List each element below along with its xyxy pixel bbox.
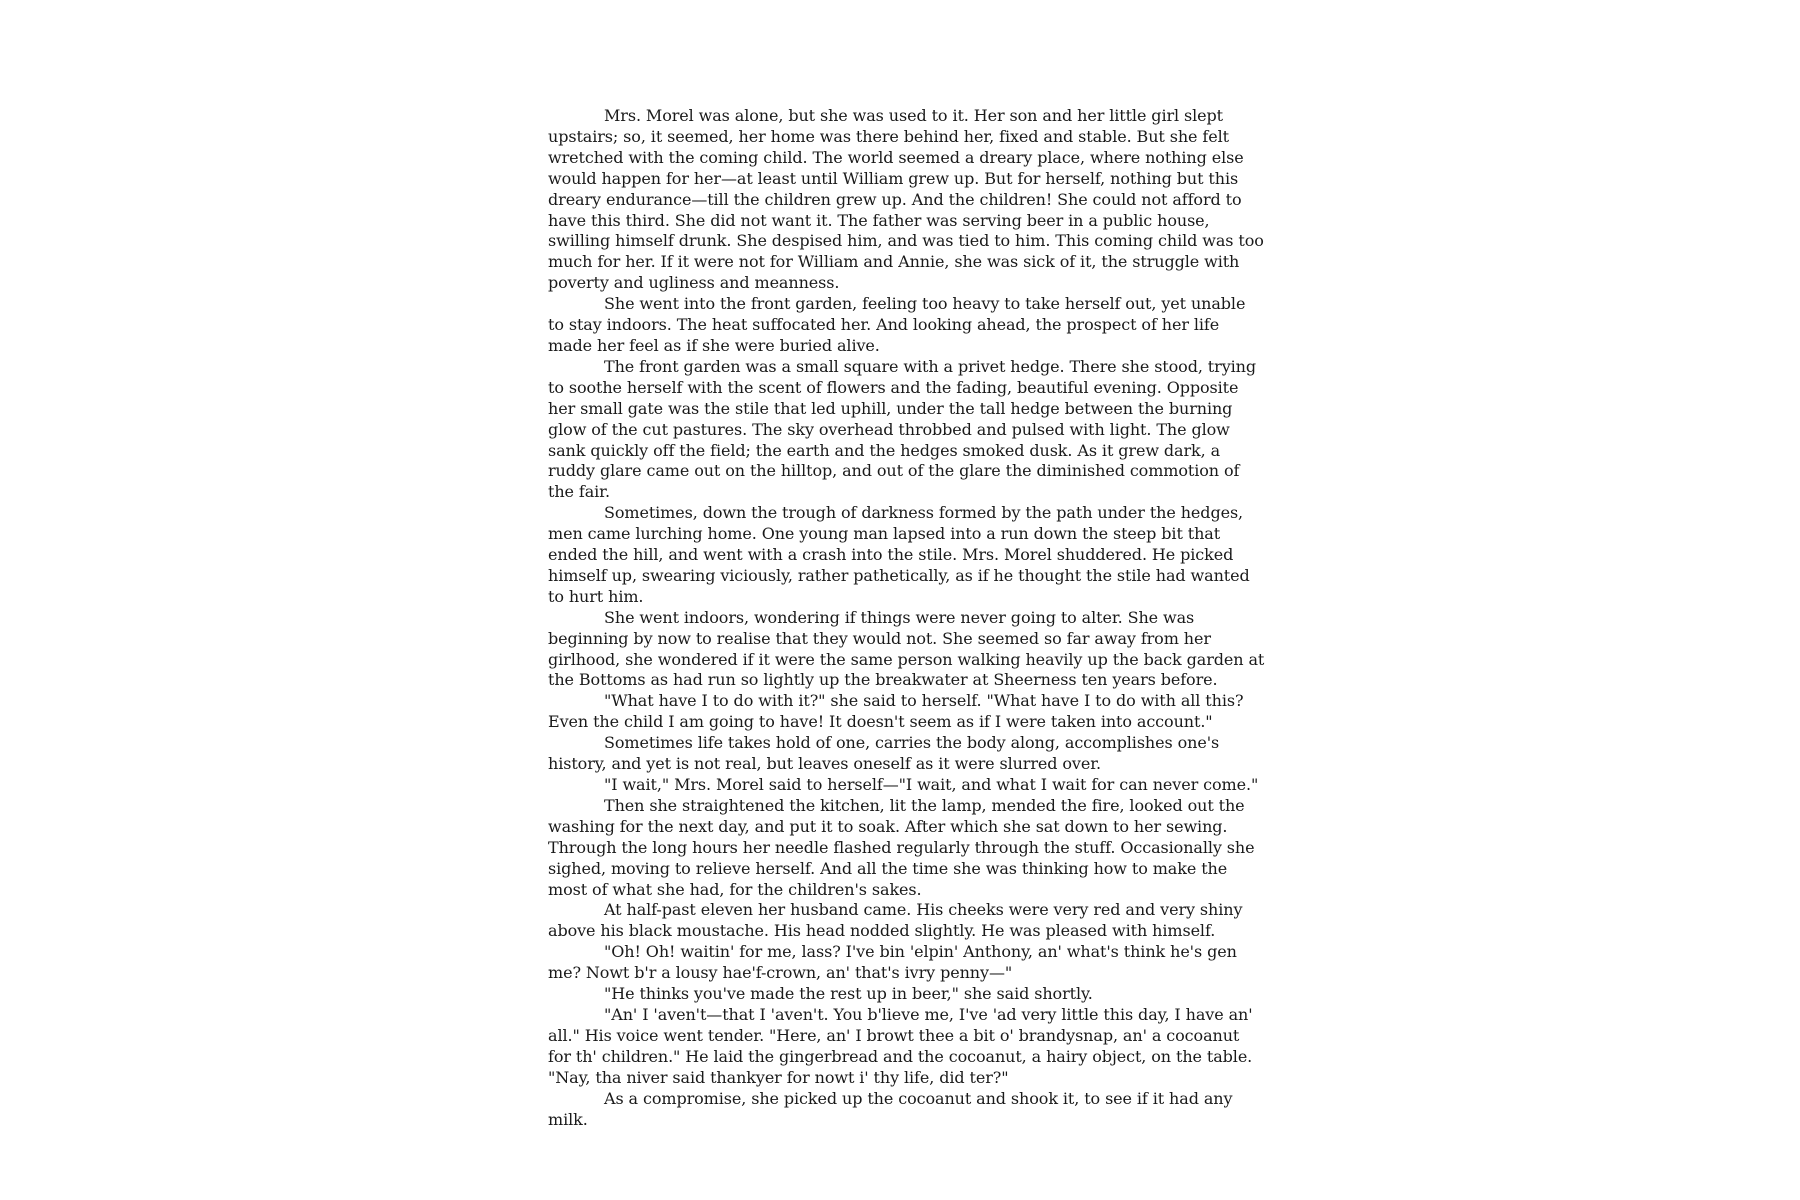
paragraph: Sometimes life takes hold of one, carries the body along, accomplishes one's history, and yet is not real, but leaves oneself as it were slurred over. <box>548 733 1220 774</box>
paragraph: At half-past eleven her husband came. His cheeks were very red and very shiny above his black moustache. His head nodded slightly. He was pleased with himself. <box>548 900 1243 941</box>
paragraph: "An' I 'aven't—that I 'aven't. You b'lieve me, I've 'ad very little this day, I have an' all." His voice went tender. "Here, an' I browt thee a bit o' brandysnap, an' a cocoanut for th' children." He laid the gingerbread and the cocoanut, a hairy object, on the table. "Nay, tha niver said thankyer for nowt i' thy life, did ter?" <box>548 1004 1253 1087</box>
paragraph: "Oh! Oh! waitin' for me, lass? I've bin 'elpin' Anthony, an' what's think he's gen me? Nowt b'r a lousy hae'f-crown, an' that's ivry penny—" <box>548 942 1237 983</box>
document-page <box>548 106 1266 1130</box>
paragraph: The front garden was a small square with a privet hedge. There she stood, trying to soothe herself with the scent of flowers and the fading, beautiful evening. Opposite her small gate was the stile that led uphill, under the tall hedge between the burning glow of the cut pastures. The sky overhead throbbed and pulsed with light. The glow sank quickly off the field; the earth and the hedges smoked dusk. As it grew dark, a ruddy glare came out on the hilltop, and out of the glare the diminished commotion of the fair. <box>548 356 1256 502</box>
paragraph: Mrs. Morel was alone, but she was used to it. Her son and her little girl slept upstairs; so, it seemed, her home was there behind her, fixed and stable. But she felt wretched with the coming child. The world seemed a dreary place, where nothing else would happen for her—at least until William grew up. But for herself, nothing but this dreary endurance—till the children grew up. And the children! She could not afford to have this third. She did not want it. The father was serving beer in a public house, swilling himself drunk. She despised him, and was tied to him. This coming child was too much for her. If it were not for William and Annie, she was sick of it, the struggle with poverty and ugliness and meanness. <box>548 106 1264 293</box>
paragraph: She went into the front garden, feeling too heavy to take herself out, yet unable to stay indoors. The heat suffocated her. And looking ahead, the prospect of her life made her feel as if she were buried alive. <box>548 294 1246 355</box>
paragraph: "I wait," Mrs. Morel said to herself—"I wait, and what I wait for can never come." <box>604 775 1259 794</box>
paragraph: Sometimes, down the trough of darkness formed by the path under the hedges, men came lurching home. One young man lapsed into a run down the steep bit that ended the hill, and went with a crash into the stile. Mrs. Morel shuddered. He picked himself up, swearing viciously, rather pathetically, as if he thought the stile had wanted to hurt him. <box>548 503 1250 606</box>
paragraph: "What have I to do with it?" she said to herself. "What have I to do with all this? Even the child I am going to have! It doesn't seem as if I were taken into account." <box>548 691 1244 732</box>
paragraph: She went indoors, wondering if things were never going to alter. She was beginning by now to realise that they would not. She seemed so far away from her girlhood, she wondered if it were the same person walking heavily up the back garden at the Bottoms as had run so lightly up the breakwater at Sheerness ten years before. <box>548 607 1265 690</box>
paragraph: "He thinks you've made the rest up in beer," she said shortly. <box>604 984 1093 1004</box>
paragraph: As a compromise, she picked up the cocoanut and shook it, to see if it had any milk. <box>548 1088 1233 1129</box>
paragraph: Then she straightened the kitchen, lit the lamp, mended the fire, looked out the washing for the next day, and put it to soak. After which she sat down to her sewing. Through the long hours her needle flashed regularly through the stuff. Occasionally she sighed, moving to relieve herself. And all the time she was thinking how to make the most of what she had, for the children's sakes. <box>548 795 1255 899</box>
